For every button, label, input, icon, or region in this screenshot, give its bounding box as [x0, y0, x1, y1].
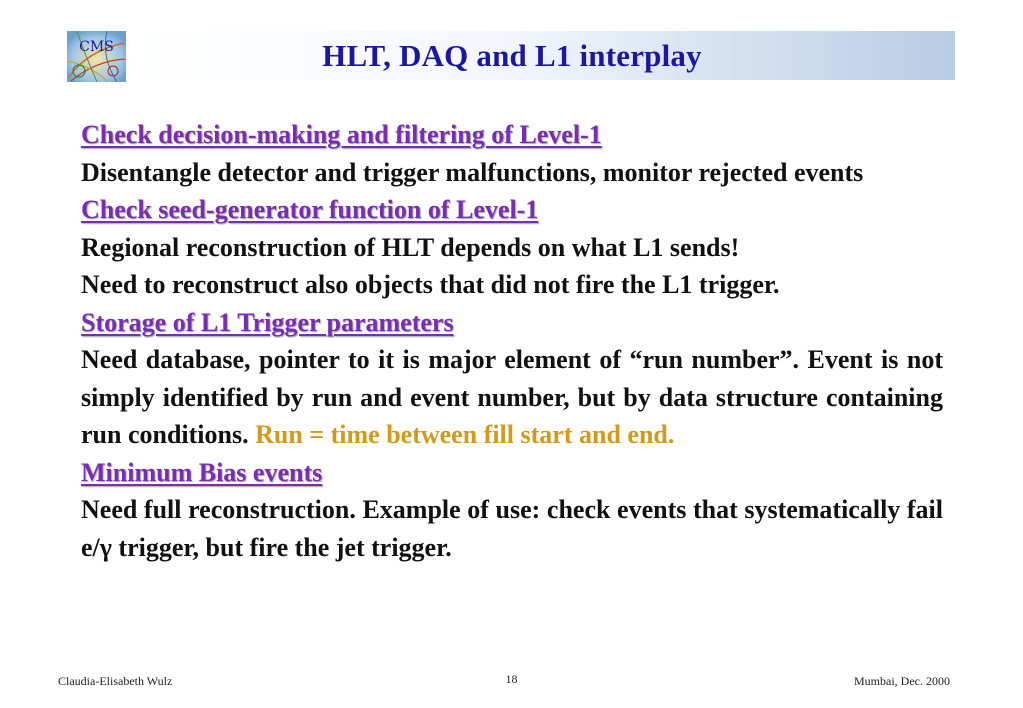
section-body-minimum-bias: Need full reconstruction. Example of use: check events that systematically fail e/γ trigger, but fire the jet trigger. [81, 495, 943, 562]
section-body-seed-generator-line-1: Regional reconstruction of HLT depends on what L1 sends! [81, 232, 740, 262]
section-body-l1-parameters [81, 341, 943, 454]
footer-page-number: 18 [505, 672, 518, 686]
section-body-seed-generator-line-2: Need to reconstruct also objects that did not fire the L1 trigger. [81, 270, 780, 299]
run-definition-highlight: Run = time between fill start and end. [255, 420, 675, 449]
section-heading-l1-filtering: Check decision-making and filtering of Level-1 [81, 120, 602, 149]
section-body-l1-filtering: Disentangle detector and trigger malfunctions, monitor rejected events [81, 157, 864, 187]
cms-logo [67, 31, 126, 82]
cms-logo-text: CMS [79, 39, 114, 55]
slide-title: HLT, DAQ and L1 interplay [322, 38, 702, 73]
footer-place-date: Mumbai, Dec. 2000 [854, 674, 950, 688]
slide-content [81, 116, 943, 566]
footer-author: Claudia-Elisabeth Wulz [58, 674, 173, 688]
section-heading-l1-parameters: Storage of L1 Trigger parameters [81, 307, 454, 337]
section-heading-seed-generator: Check seed-generator function of Level-1 [81, 195, 539, 224]
section-heading-minimum-bias: Minimum Bias events [81, 457, 323, 487]
section-body-l1-parameters-text: Need database, pointer to it is major element of “run number”. Event is not simply identified by run and event number, but by data structure containing run conditions. [81, 345, 943, 449]
